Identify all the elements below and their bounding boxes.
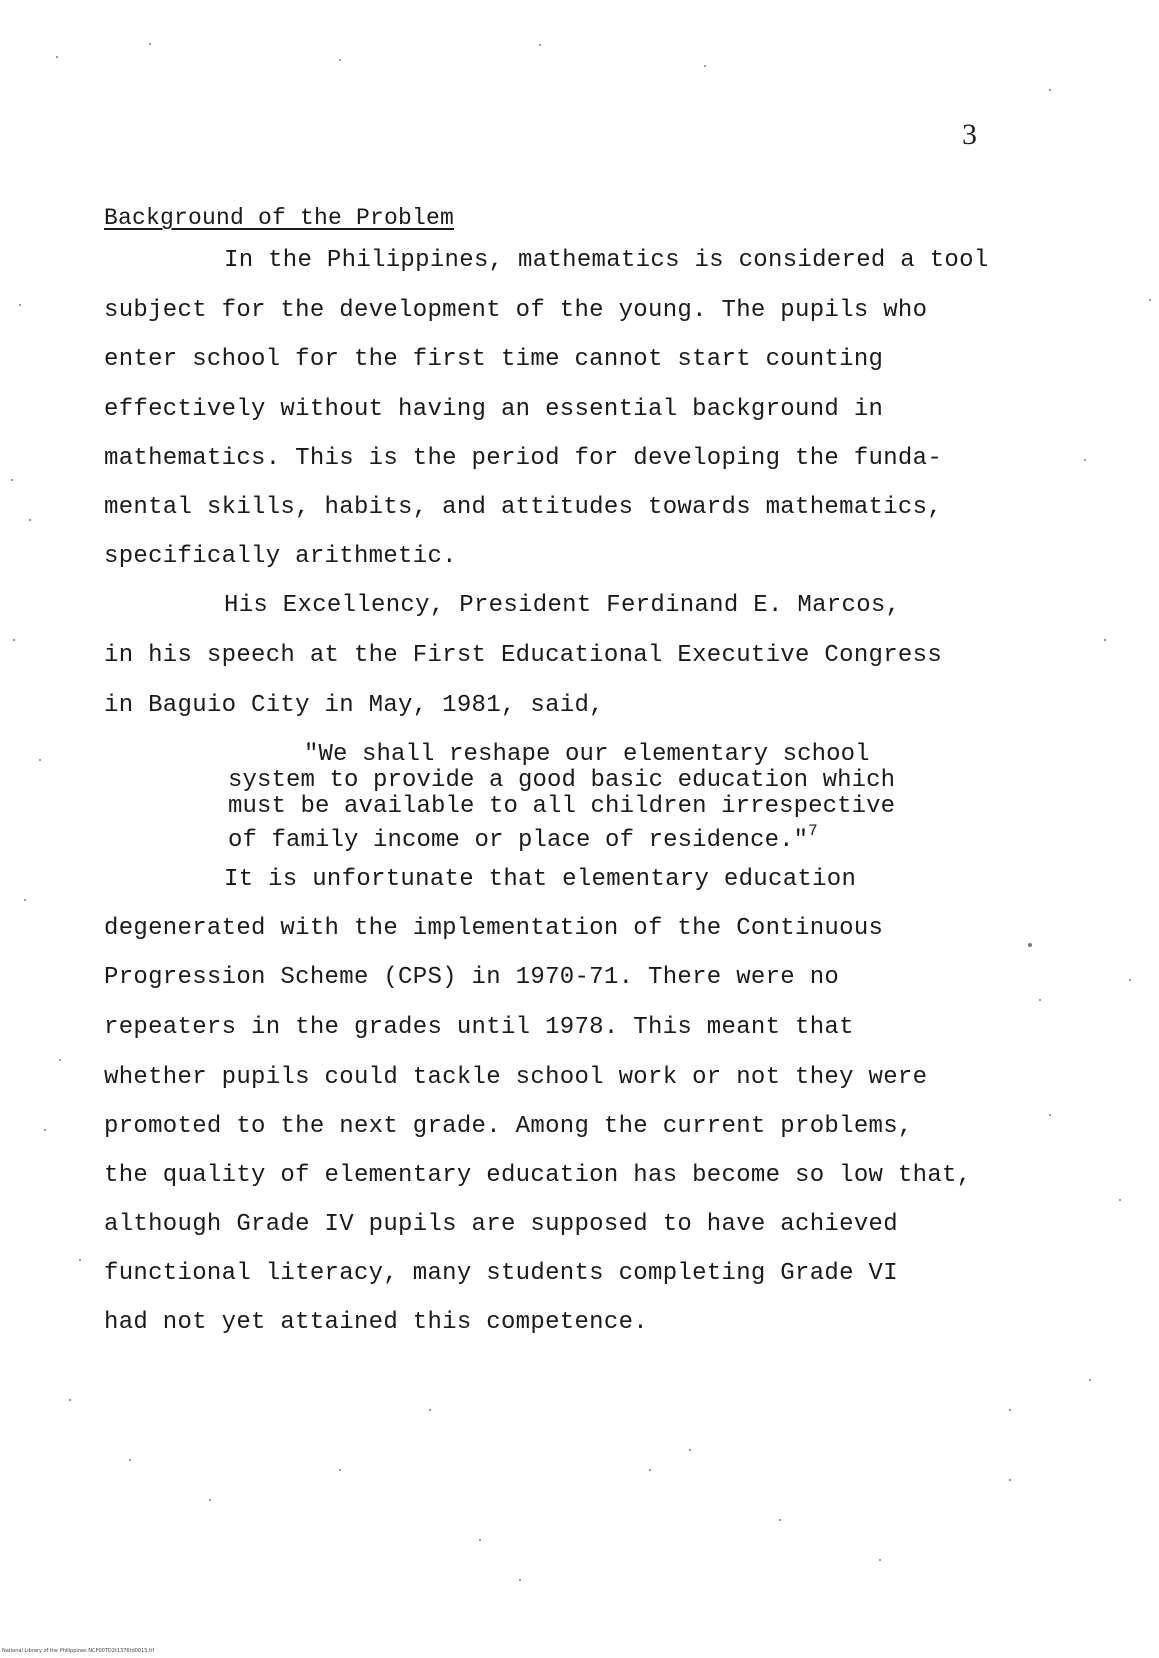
paragraph-line: promoted to the next grade. Among the current problems, [104,1113,913,1140]
paragraph-line: although Grade IV pupils are supposed to have achieved [104,1211,898,1238]
paragraph-line: subject for the development of the young. The pupils who [104,297,928,324]
section-heading: Background of the Problem [104,205,455,231]
paragraph-line: whether pupils could tackle school work or not they were [104,1064,928,1091]
paragraph-line: enter school for the first time cannot start counting [104,346,884,373]
paragraph-line: In the Philippines, mathematics is considered a tool [224,247,989,274]
paragraph-line: repeaters in the grades until 1978. This meant that [104,1014,854,1041]
paragraph-line: the quality of elementary education has become so low that, [104,1162,972,1189]
paragraph-line: Progression Scheme (CPS) in 1970-71. There were no [104,964,840,991]
quote-last-text: of family income or place of residence." [228,827,809,854]
quote-line: must be available to all children irrespective [228,793,896,820]
paragraph-line: His Excellency, President Ferdinand E. Marcos, [224,592,901,619]
scan-footer-label: National Library of the Philippines NCP00TD2t1376td0015.tif [2,1648,155,1654]
paragraph-line: specifically arithmetic. [104,543,457,570]
page-number: 3 [962,118,977,151]
paragraph-line: had not yet attained this competence. [104,1309,648,1336]
footnote-marker: 7 [808,822,818,840]
quote-line: system to provide a good basic education which [228,767,896,794]
paragraph-line: mathematics. This is the period for developing the funda- [104,445,943,472]
paragraph-line: mental skills, habits, and attitudes towards mathematics, [104,494,943,521]
paragraph-line: effectively without having an essential background in [104,396,884,423]
quote-line: "We shall reshape our elementary school [304,741,870,768]
paragraph-line: It is unfortunate that elementary education [224,866,857,893]
paragraph-line: functional literacy, many students completing Grade VI [104,1260,898,1287]
paragraph-line: in his speech at the First Educational Executive Congress [104,642,943,669]
paragraph-line: in Baguio City in May, 1981, said, [104,692,604,719]
quote-line [228,820,818,854]
paragraph-line: degenerated with the implementation of the Continuous [104,915,884,942]
